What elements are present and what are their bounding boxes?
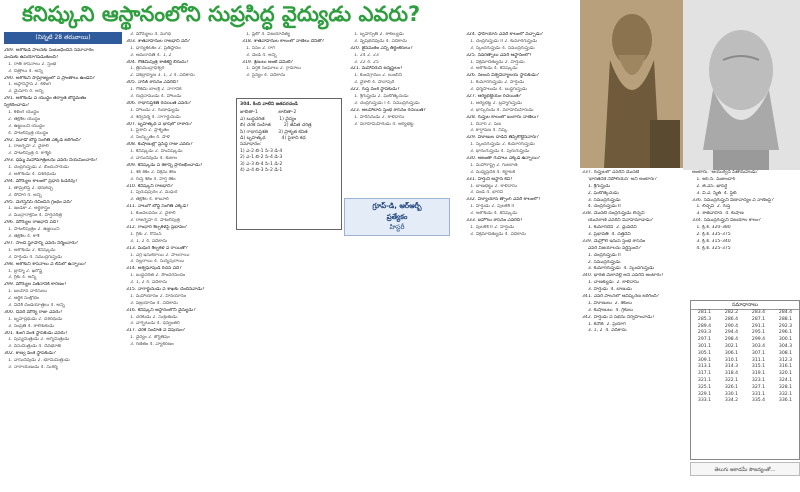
right-question-line: 2. ఘటోత్కచుడు	[582, 190, 619, 196]
matching-line: ఎ) బుద్ధచరిత 1) వైద్యం	[240, 116, 297, 122]
option-text: 1. కనిష్కుడు 2. హువిష్కుడు	[130, 149, 183, 155]
option-text: 1. హరిసేనుడు 2. కాళిదాసు	[354, 114, 405, 120]
option-text: 1. సీసం 2. రాగి	[246, 45, 275, 51]
question-text: 308. కుషాణుల్లో ప్రసిద్ధ రాజు ఎవరు?	[126, 142, 193, 148]
option-text: 3. వసుమిత్రుడు 4. దేవభూతి	[8, 344, 61, 350]
option-text: 3. రుద్రదాముడు 4. హాలుడు	[130, 94, 182, 100]
option-text: 3. వైశాలి 4. పావాపురి	[354, 80, 395, 86]
option-text: 3. అశోకుడు 4. కనిష్కుడు	[470, 66, 518, 72]
answer-cell: 327.1	[751, 384, 766, 390]
right-upper-line: 2. జి.ఎస్. ఖాపర్డే	[692, 183, 728, 189]
option-text: 1. హర్షుడు 2. పులకేశి II	[470, 204, 515, 210]
matching-question-title: 304. కింది వాటిని జతపరచండి	[240, 102, 298, 107]
option-text: 3. అశోకుడు 4. కనిష్కుడు	[470, 211, 518, 217]
answer-row	[691, 385, 799, 392]
answer-cell: 300.1	[778, 337, 793, 343]
right-question-line: 'భారతదేశ నెపోలియన్' అని అంటారు?	[582, 176, 657, 182]
question-text: 305. నాసిక్ శాసనం ఎవరిది?	[126, 80, 179, 86]
answer-cell: 314.3	[724, 364, 739, 370]
answer-cell: 325.1	[697, 384, 712, 390]
option-text: 1. బాణభట్టు 2. కాళిదాసు	[470, 183, 518, 189]
answer-cell: 307.1	[751, 350, 766, 356]
matching-question-lines	[240, 110, 338, 174]
answer-cell: 312.3	[778, 357, 793, 363]
question-text: 327. ఆర్యభట్టీయం రచయిత?	[466, 94, 522, 100]
right-question-line: 338. మొదటి చంద్రగుప్తుడు లిచ్ఛవి	[582, 211, 645, 217]
option-text: 3. వజ్రయానం 4. ఏదీకాదు	[130, 300, 178, 306]
answer-cell: 303.4	[751, 343, 766, 349]
option-text: 1. బృహద్రథుడు 2. దశరథుడు	[8, 316, 63, 322]
option-text: 1. చంద్రగుప్తుడు II 2. కుమారగుప్తుడు	[470, 38, 538, 44]
option-text: 3. హర్షుడు 4. సముద్రగుప్తుడు	[8, 254, 62, 260]
option-text: 3. అశోకుడు 4. దశరథుడు	[8, 172, 57, 178]
answer-cell: 292.3	[778, 323, 793, 329]
option-text: 3. మైసూర్ 4. అన్నీ	[8, 89, 44, 95]
option-text: 1. ఆర్యభట్ట 2. బ్రహ్మగుప్తుడు	[470, 100, 522, 106]
answer-cell: 308.1	[778, 350, 793, 356]
page-headline: కనిష్కుని ఆస్థానంలోని సుప్రసిద్ధ వైద్యుడు ఎవరు?	[0, 0, 580, 30]
answer-cell: 335.4	[751, 398, 766, 404]
option-text: 1. పురుషపురం 2. మధుర	[130, 190, 178, 196]
question-text: 306. గాథాసప్తశతి రచయిత ఎవరు?	[126, 100, 192, 106]
right-question-line: 3. హర్షుడు 4. బాణుడు	[582, 287, 632, 293]
question-text: 319. శ్రేణులు అంటే ఏమిటి?	[242, 59, 294, 65]
option-text: 1. బలహీన వారసులు	[8, 289, 48, 295]
option-text: 1. బృహస్పతి 2. శాకల్యుడు	[354, 32, 404, 37]
right-upper-line: 3. క్రీ.శ. 315-340	[692, 238, 731, 244]
option-text: 3. గుప్త శకం 4. హర్ష శకం	[130, 176, 176, 182]
option-text: 1. మహారాష్ట్ర 2. గుజరాత్	[470, 162, 518, 168]
bust-figure-icon	[683, 0, 800, 170]
option-text: 1. పుష్యమిత్రుడు 2. అగ్నిమిత్రుడు	[8, 337, 70, 343]
answer-cell: 283.4	[751, 310, 766, 315]
right-question-line: 3. సముద్రగుప్తుడు	[582, 197, 621, 203]
right-question-line: 3. ప్రభావతి 4. దత్తదేవి	[582, 232, 631, 238]
answer-row	[691, 344, 799, 351]
option-text: 4. పాటలీపుత్ర యుద్ధం	[8, 130, 49, 136]
right-question-line: 1. చంద్రగుప్తుడు II	[582, 252, 621, 258]
right-question-line: 1. శ్రీగుప్తుడు	[582, 183, 611, 189]
option-text: 3. భానుగుప్తుడు 4. పురుగుప్తుడు	[470, 149, 530, 155]
question-text: 328. గుప్తుల కాలంలో బంగారు నాణేలు?	[466, 114, 539, 120]
right-upper-line: 334. సముద్రగుప్తుని విజయాల కాలం?	[692, 218, 761, 224]
matching-line: బి) చరక సంహిత 2) జీవిత చరిత్ర	[240, 123, 312, 129]
right-upper-line: 1. ఆర్.సి. మజుందార్	[692, 176, 736, 182]
answer-cell: 319.1	[751, 371, 766, 377]
answer-cell: 331.1	[751, 391, 766, 397]
answer-key-table	[691, 310, 799, 405]
right-question-line: యువరాణి ఎవరిని వివాహమాడాడు?	[582, 218, 654, 224]
option-text: 3. వాగ్భటుడు 4. ధన్వంతరి	[130, 321, 180, 327]
answer-row	[691, 378, 799, 385]
option-text: 1. దీనార్ 2. పణ	[470, 121, 501, 127]
right-upper-line: 3. వి.ఎ. స్మిత్ 4. ఫ్లీట్	[692, 190, 737, 196]
question-column-3-top	[242, 32, 346, 98]
option-text: 1. మహాయానం 2. హీనయానం	[130, 293, 187, 299]
option-text: 1. పైశాచి 2. ప్రాకృతం	[130, 128, 169, 134]
question-text: 321. మహావీరుని జన్మస్థలం?	[350, 66, 403, 72]
option-text: 1. గ్రీకు 2. రోమన్	[130, 231, 162, 237]
question-text: 292. మూడో బౌద్ధ సంగీతి ఎక్కడ జరిగింది?	[4, 137, 82, 143]
answer-cell: 298.4	[724, 337, 739, 343]
answer-cell: 289.4	[697, 323, 712, 329]
option-text: 1. వర్తక సంఘాలు 2. గ్రామాలు	[246, 66, 302, 72]
option-text: 2. ఆర్థిక సంక్షోభం	[8, 296, 39, 302]
answer-cell: 313.1	[697, 364, 712, 370]
option-text: 3. వాసుదేవుడు 4. కుజుల	[130, 156, 178, 162]
right-question-line: 340. భారత మెకావెల్లి అని ఎవరిని అంటారు?	[582, 273, 664, 279]
question-text: 324. ఫాహియాన్ ఎవరి కాలంలో వచ్చాడు?	[466, 32, 544, 37]
question-text: 325. నవరత్నాలు ఎవరి ఆస్థానంలో?	[466, 52, 532, 58]
question-text: 295. మెగస్తనీస్ రచించిన గ్రంథం ఏది?	[4, 199, 73, 205]
right-question-line: 2. సముద్రగుప్తుడు	[582, 259, 621, 265]
right-upper-line: 3. శాతవాహన 4. కుషాణ	[692, 211, 744, 217]
question-text: 290. అశోకుని సామ్రాజ్యంలో ఏ ప్రాంతాలు ఉండేవి?	[4, 75, 95, 81]
question-text: 304. గౌతమీపుత్ర శాతకర్ణి బిరుదు?	[126, 59, 189, 65]
answer-cell: 284.4	[778, 310, 793, 315]
question-text: 299. మౌర్యుల పతనానికి కారణం?	[4, 282, 67, 288]
option-text: 3. స్కందగుప్తుడు 4. సముద్రగుప్తుడు	[470, 45, 535, 51]
right-question-line: 1. చాణక్యుడు 2. కాళిదాసు	[582, 280, 639, 286]
right-question-line: 3. 1, 2 4. ఏదీకాదు	[582, 328, 627, 334]
option-text: 2. తక్షశిల యుద్ధం	[8, 116, 41, 122]
option-text: 3. 1, 2 4. ఏదీకాదు	[130, 238, 168, 244]
question-text: 302. కాణ్వ వంశ స్థాపకుడు?	[4, 351, 56, 357]
option-text: 3. మౌర్యులు 4. మగధ	[130, 32, 171, 37]
right-upper-line: 1. లిచ్ఛవి 2. గుప్త	[692, 204, 731, 210]
option-text: 3. వరాహమిహిరుడు 4. ఆర్యభట్ట	[354, 121, 414, 127]
question-text: 301. శుంగ వంశ స్థాపకుడు ఎవరు?	[4, 330, 68, 336]
option-text: 1. శక శకం 2. విక్రమ శకం	[130, 169, 177, 175]
right-upper-line: అంటారు. 'ఆయుర్వేద పితామహుడు'	[692, 170, 758, 175]
answer-cell: 323.1	[751, 377, 766, 383]
right-question-line: 339. మెహ్రౌలి ఇనుప స్తంభ శాసనం	[582, 238, 646, 244]
question-text: 310. కనిష్కుని రాజధాని?	[126, 183, 173, 189]
answer-cell: 310.1	[724, 357, 739, 363]
question-text: 300. చివరి మౌర్య రాజు ఎవరు?	[4, 309, 63, 315]
option-text: 1. శ్రీగుప్తుడు 2. ఘటోత్కచుడు	[354, 94, 409, 100]
answer-cell: 315.1	[751, 364, 766, 370]
option-text: 1. బ్రాహ్మి 2. ఖరోష్టి	[8, 268, 43, 274]
right-question-line: 1. కుమారదేవి 2. ధ్రువదేవి	[582, 225, 637, 231]
answer-cell: 282.2	[724, 310, 739, 315]
question-text: 320. జైనమతం ఎన్ని తీర్థంకరులు?	[350, 45, 413, 51]
option-text: 3. సంస్కృతం 4. పాళీ	[130, 135, 170, 141]
answer-cell: 293.3	[697, 330, 712, 336]
option-text: 1. చరకుడు 2. సుశ్రుతుడు	[130, 314, 178, 320]
answer-cell: 297.1	[697, 337, 712, 343]
answer-cell: 301.1	[697, 343, 712, 349]
question-text: స్వీకరించాడు?	[4, 103, 30, 109]
brand-line-1: గ్రూప్-డి, ఆర్ఆర్బీ	[372, 202, 422, 210]
answer-row	[691, 398, 799, 405]
statue-figure-icon	[580, 0, 683, 168]
option-text: 3. పాటలీపుత్ర 4. కాశ్మీర్	[8, 151, 52, 157]
answer-cell: 295.1	[751, 330, 766, 336]
option-text: 1. ప్లేటో 4. విజయాదిత్య	[246, 32, 291, 37]
option-text: 3. వెండి 4. అన్నీ	[246, 52, 277, 58]
answer-cell: 288.1	[778, 316, 793, 322]
option-text: 1. ఇండికా 2. అర్థశాస్త్రం	[8, 206, 50, 212]
option-text: 3. రాజగృహ 4. పాటలీపుత్ర	[130, 218, 180, 224]
option-text: 1. ధాన్యకటకం 2. ప్రతిష్ఠానం	[130, 45, 181, 51]
option-text: 1. తామ్రలిప్తి 2. భరుకచ్ఛ	[8, 185, 53, 191]
answer-cell: 330.1	[724, 391, 739, 397]
matching-line: 2) ఎ-1 బి-2 సి-4 డి-3	[240, 155, 283, 161]
option-text: 3. ధర్మపాలుడు 4. బుద్ధగుప్తుడు	[470, 87, 527, 93]
right-question-line: 4. చంద్రగుప్తుడు II	[582, 204, 621, 210]
answer-cell: 328.1	[778, 384, 793, 390]
right-question-line: 341. ఎవరి పాలనలో ఆవిష్కరణ జరిగింది?	[582, 294, 660, 300]
option-text: 1. 24 2. 23	[354, 52, 379, 58]
option-text: 3. వృషభదేవుడు 4. ఏదీకాదు	[354, 38, 407, 44]
option-text: 3. ముద్రారాక్షసం 4. హర్షచరిత్ర	[8, 213, 62, 219]
question-text: 329. హూణుల దాడిని తిప్పికొట్టినవారు?	[466, 135, 539, 141]
question-text: 316. కనిష్కుని ఆస్థానంలోని వైద్యుడు?	[126, 307, 196, 313]
option-text: 1. పులకేశి II 2. హర్షుడు	[470, 224, 515, 230]
answer-cell: 299.4	[751, 337, 766, 343]
answer-cell: 305.1	[697, 350, 712, 356]
charaka-statue-photo	[580, 0, 683, 168]
option-text: 1. కుందగ్రామం 2. లుంబిని	[354, 73, 402, 79]
matching-line: డి) బృహత్కథ 4) పైశాచి కథ	[240, 136, 306, 142]
answer-cell: 296.1	[778, 330, 793, 336]
option-text: 1. అశోకుడు 2. కనిష్కుడు	[8, 247, 56, 253]
answer-row	[691, 317, 799, 324]
option-text: 1. బుద్ధచరిత 2. సౌందరనందం	[130, 273, 186, 279]
answer-key-title: సమాధానాలు	[691, 301, 799, 310]
option-text: 3. సోపార 4. అన్నీ	[8, 192, 42, 198]
answer-cell: 321.1	[697, 377, 712, 383]
answer-row	[691, 371, 799, 378]
answer-cell: 306.1	[724, 350, 739, 356]
matching-question-box	[236, 98, 342, 230]
question-text: 322. గుప్త వంశ స్థాపకుడు?	[350, 87, 400, 93]
matching-line: 4) ఎ-4 బి-3 సి-2 డి-1	[240, 168, 283, 174]
brand-line-2: ప్రత్యేకం	[386, 213, 408, 221]
matching-line: సమాధానం:	[240, 142, 262, 148]
question-text: 291. అశోకుడు ఏ యుద్ధం తర్వాత బౌద్ధమతం	[4, 96, 87, 102]
answer-cell: 285.3	[697, 316, 712, 322]
option-text: 3. 1, 2 4. ఏదీకాదు	[130, 280, 168, 286]
option-text: 3. శర్వవర్మ 4. నాగార్జునుడు	[130, 114, 181, 120]
option-text: 1. పాటలీపుత్రం 2. ఉజ్జయిని	[8, 227, 60, 233]
matching-line: 3) ఎ-3 బి-4 సి-1 డి-2	[240, 161, 283, 167]
matching-line: సి) గాథాసప్తశతి 3) ప్రాకృత కవిత	[240, 129, 308, 135]
option-text: 3. కార్షాపణ 4. నిష్క	[470, 128, 508, 134]
right-question-line: 337. గుప్తులలో ఎవరిని మొదటి	[582, 170, 640, 175]
option-text: 1. రాతి శాసనాలు 2. స్తంభ	[8, 61, 57, 67]
option-text: 3. తక్షశిల 4. కాబూల్	[130, 197, 169, 203]
answer-cell: 329.1	[697, 391, 712, 397]
option-text: 1. చంద్రగుప్తుడు 2. బిందుసారుడు	[8, 165, 69, 171]
answer-cell: 324.1	[778, 377, 793, 383]
right-upper-line: 2. క్రీ.శ. 335-375	[692, 232, 731, 238]
brand-line-3: హిస్టరీ	[389, 223, 405, 231]
right-upper-line: 336. సముద్రగుప్తుని వీణావాద్యం ఏ నాణెంపై?	[692, 197, 774, 203]
question-text: 297. సాంచి స్థూపాన్ని ఎవరు నిర్మించారు?	[4, 240, 79, 246]
question-text: 332. హ్యూయాన్ త్సాంగ్ ఎవరి కాలంలో?	[466, 197, 541, 203]
answer-cell: 318.4	[724, 371, 739, 377]
option-text: 3. విక్రమాదిత్యుడు 4. ఏదీకాదు	[470, 231, 526, 237]
option-text: 1. వైద్యం 2. జ్యోతిషం	[130, 335, 170, 341]
option-text: 1. కుందలవనం 2. వైశాలి	[130, 211, 176, 217]
option-text: 1. విక్రమాదిత్యుడు 2. హర్షుడు	[470, 59, 525, 65]
option-text: 3. మధ్యప్రదేశ్ 4. కర్ణాటక	[470, 169, 516, 175]
option-text: 3. సైన్యం 4. ఏదీకాదు	[246, 73, 286, 79]
continuation-label: (నిన్నటి 28 తరువాయి)	[4, 32, 122, 44]
question-text: 289. అశోకుడి పాలనకు సంబంధించిన సమాచారం	[4, 48, 94, 53]
question-text: 326. నలంద విశ్వవిద్యాలయ స్థాపకుడు?	[466, 73, 540, 79]
right-question-line: 3. కుషాణులు 4. గ్రీకులు	[582, 307, 633, 313]
option-text: 1. రాజగృహ 2. వైశాలి	[8, 144, 49, 150]
option-text: 1. హాలుడు 2. గుణాఢ్యుడు	[130, 107, 180, 113]
right-question-line: 3. కుమారగుప్తుడు 4. స్కందగుప్తుడు	[582, 266, 655, 272]
answer-cell: 320.1	[778, 371, 793, 377]
hippocrates-bust-photo	[683, 0, 800, 170]
option-text: 3. తక్షశిల 4. కాశీ	[8, 234, 40, 240]
answer-cell: 332.1	[778, 391, 793, 397]
question-text: 311. నాలుగో బౌద్ధ సంగీతి ఎక్కడ?	[126, 204, 189, 210]
answer-cell: 287.1	[751, 316, 766, 322]
answer-cell: 333.1	[697, 398, 712, 404]
matching-line: 1) ఎ-2 బి-1 సి-3 డి-4	[240, 148, 283, 154]
answer-row	[691, 310, 799, 317]
option-text: 1. కళింగ యుద్ధం	[8, 110, 39, 116]
answer-cell: 316.1	[778, 364, 793, 370]
right-upper-line: 1. క్రీ.శ. 320-380	[692, 225, 731, 231]
question-text: 309. కనిష్కుడు ఏ శకాన్ని ప్రారంభించాడు?	[126, 162, 203, 168]
right-question-line: ఎవరి విజయాలను వర్ణిస్తుంది?	[582, 245, 641, 251]
answer-cell: 304.3	[778, 343, 793, 349]
option-text: 1. కుమారగుప్తుడు 2. హర్షుడు	[470, 80, 525, 86]
series-brand-box	[344, 198, 450, 236]
answer-cell: 290.4	[724, 323, 739, 329]
question-text: ఎందుకు ఉపయోగపడుతుంది?	[4, 54, 59, 60]
question-text: 315. నాగార్జునుడు ఏ శాఖకు చెందినవాడు?	[126, 286, 205, 292]
option-text: 2. ఏకబ్రాహ్మణ 3. 1, 2 4. ఏదీకాదు	[130, 73, 195, 79]
answer-row	[691, 351, 799, 358]
answer-cell: 281.1	[697, 310, 712, 315]
question-text: 293. ధమ్మ మహామాత్రులను ఎవరు నియమించారు?	[4, 158, 98, 164]
right-column-left	[582, 170, 688, 335]
answer-cell: 322.1	[724, 377, 739, 383]
question-column-5	[466, 32, 578, 492]
option-text: 1. ఎర్ర ఇసుకరాయి 2. పాలరాయి	[130, 252, 190, 258]
right-question-line: 342. హర్షుడు ఏ సభను నిర్వహించాడు?	[582, 314, 655, 320]
option-text: 3. దండి 4. భారవి	[470, 190, 504, 196]
answer-cell: 336.1	[778, 398, 793, 404]
question-text: 314. అశ్వఘోషుడి రచన ఏది?	[126, 266, 182, 272]
answer-cell: 317.1	[697, 371, 712, 377]
option-text: 3. గణితం 4. వ్యాకరణం	[130, 342, 174, 348]
option-text: 3. చిత్రాలు 4. అన్నీ	[8, 68, 43, 74]
question-text: 298. అశోకుని శాసనాలు ఏ లిపిలో ఉన్నాయి?	[4, 261, 87, 267]
answer-cell: 291.1	[751, 323, 766, 329]
right-upper-line: 4. క్రీ.శ. 325-375	[692, 245, 731, 251]
option-text: 1. స్కందగుప్తుడు 2. కుమారగుప్తుడు	[470, 142, 535, 148]
question-text: 330. అజంతా గుహలు ఎక్కడ ఉన్నాయి?	[466, 156, 541, 162]
answer-cell: 334.2	[724, 398, 739, 404]
option-text: 1. గౌతమీ బాలశ్రీ 2. నాగానిక	[130, 87, 182, 93]
question-text: 313. మధుర శిల్పకళ ఏ రాయితో?	[126, 245, 188, 251]
answer-cell: 302.1	[724, 343, 739, 349]
question-column-2	[126, 32, 238, 492]
option-text: 3. చంద్రగుప్తుడు I 4. సముద్రగుప్తుడు	[354, 100, 420, 106]
option-text: 3. భాస్కరుడు 4. వరాహమిహిరుడు	[470, 107, 534, 113]
answer-cell: 294.4	[724, 330, 739, 336]
question-text: 294. మౌర్యుల కాలంలో ప్రధాన ఓడరేవు?	[4, 178, 78, 184]
question-text: 312. గాంధార శిల్పకళపై ప్రభావం?	[126, 224, 188, 230]
option-text: 1. త్రిసముద్రాధీశ్వర	[130, 66, 165, 72]
answer-cell: 311.1	[751, 357, 766, 363]
question-text: 333. ఐహోలు శాసనం ఎవరిది?	[466, 218, 523, 224]
question-column-4-top	[350, 32, 456, 198]
answer-row	[691, 337, 799, 344]
option-text: 3. ఉజ్జయిని యుద్ధం	[8, 123, 45, 129]
option-text: 3. 22 4. 25	[354, 59, 379, 65]
option-text: 1. అఫ్గానిస్థాన్ 2. కళింగ	[8, 82, 51, 88]
question-column-1	[4, 32, 122, 492]
question-text: 318. శాతవాహనుల కాలంలో నాణేలు దేనితో?	[242, 38, 325, 44]
courtesy-note: తెలుగు అకాడమీ సౌజన్యంతో...	[690, 462, 800, 476]
answer-key-box	[690, 300, 800, 460]
matching-line: జాబితా-1 జాబితా-2	[240, 110, 297, 116]
question-text: 307. బృహత్కథ ఏ భాషలో రాశారు?	[126, 121, 193, 127]
answer-cell: 309.1	[697, 357, 712, 363]
option-text: 1. వాసుదేవుడు 2. భూమిమిత్రుడు	[8, 358, 70, 364]
right-question-line: 1. హూణులు 2. శకులు	[582, 300, 632, 306]
option-text: 3. గ్రీకు 4. అన్నీ	[8, 275, 37, 281]
option-text: 3. సంప్రతి 4. శాలిశుకుడు	[8, 323, 55, 329]
question-text: 331. హర్షుని ఆస్థాన కవి?	[466, 176, 513, 182]
right-question-line: 1. కనౌజ్ 2. ప్రయాగ	[582, 321, 626, 327]
option-text: 3. నల్లరాయి 4. సున్నపురాయి	[130, 259, 185, 265]
answer-cell: 326.1	[724, 384, 739, 390]
question-text: 296. మౌర్యుల రాజధాని ఏది?	[4, 220, 59, 226]
question-text: 317. చరక సంహిత ఏ విషయం?	[126, 328, 186, 334]
question-text: 323. అలహాబాద్ స్తంభ శాసనం రచయిత?	[350, 107, 426, 113]
answer-cell: 286.4	[724, 316, 739, 322]
option-text: 3. అమరావతి 4. 1, 2	[130, 52, 172, 58]
option-text: 3. నారాయణుడు 4. సుశర్మ	[8, 364, 58, 370]
question-text: 303. శాతవాహనుల రాజధాని ఏది?	[126, 38, 191, 44]
option-text: 3. విదేశీ దండయాత్రలు 4. అన్నీ	[8, 302, 65, 308]
